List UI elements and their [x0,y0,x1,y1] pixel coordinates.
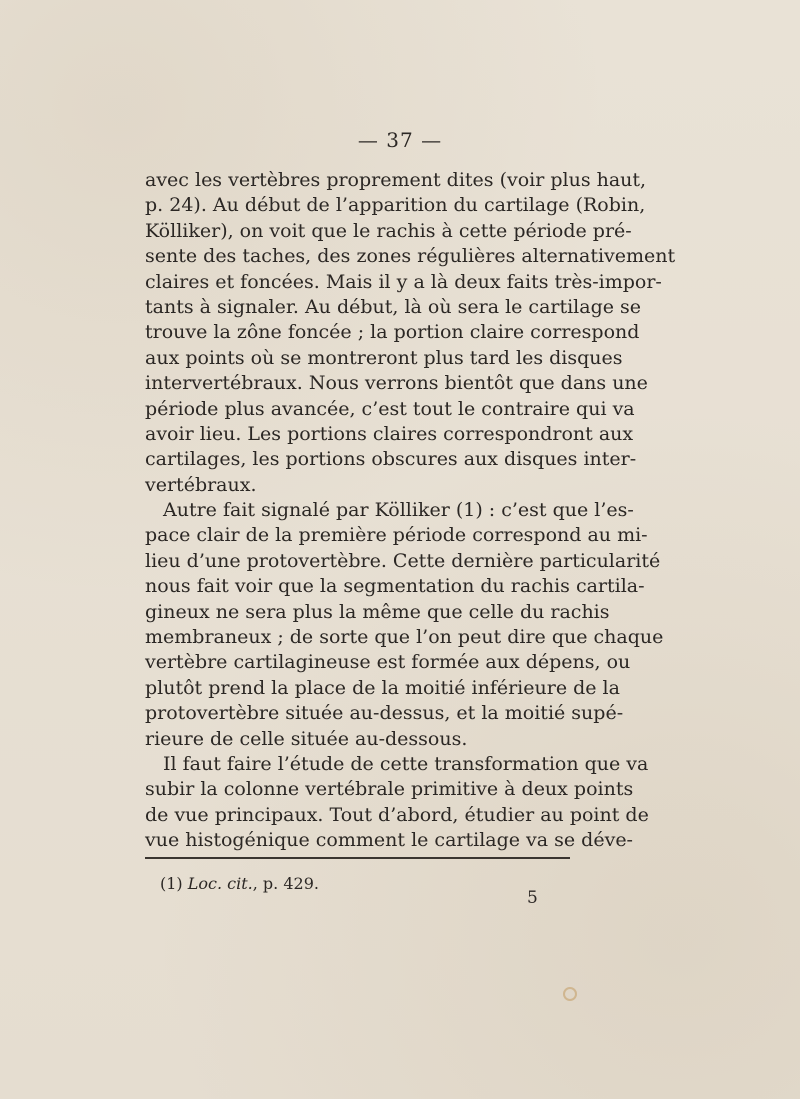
page-number: — 37 — [357,128,443,152]
text-line: cartilages, les portions obscures aux disques inter- [145,448,637,471]
text-line: p. 24). Au début de l’apparition du cartilage (Robin, [145,194,646,217]
text-line: pace clair de la première période correspond au mi- [145,524,648,547]
footnote-marker: (1) [160,874,183,893]
text-line: plutôt prend la place de la moitié inférieure de la [145,676,620,699]
text-line: nous fait voir que la segmentation du rachis cartila- [145,575,645,598]
text-line: gineux ne sera plus la même que celle du rachis [145,600,610,623]
signature-mark: 5 [527,888,538,908]
body-text [145,168,676,854]
text-line: intervertébraux. Nous verrons bientôt que dans une [145,372,648,395]
text-line: lieu d’une protovertèbre. Cette dernière particularité [145,549,661,572]
text-line: claires et foncées. Mais il y a là deux faits très-impor- [145,270,662,293]
text-line: rieure de celle située au-dessous. [145,727,468,750]
text-line: tants à signaler. Au début, là où sera le cartilage se [145,295,642,318]
text-line: avoir lieu. Les portions claires correspondront aux [145,422,634,445]
text-line: vertébraux. [145,473,257,496]
paper-stain [563,987,577,1001]
footnote-reference: Loc. cit. [187,874,253,893]
text-line: vue histogénique comment le cartilage va se déve- [145,829,633,852]
text-line: Kölliker), on voit que le rachis à cette période pré- [145,219,632,242]
text-line: sente des taches, des zones régulières alternativement [145,245,676,268]
text-line: Autre fait signalé par Kölliker (1) : c’est que l’es- [163,499,634,522]
text-line: protovertèbre située au-dessus, et la moitié supé- [145,702,624,725]
text-line: avec les vertèbres proprement dites (voir plus haut, [145,169,647,191]
text-line: subir la colonne vertébrale primitive à deux points [145,778,634,801]
footnote-page: , p. 429. [252,874,319,893]
text-line: période plus avancée, c’est tout le contraire qui va [145,397,635,420]
text-line: de vue principaux. Tout d’abord, étudier au point de [145,803,649,826]
text-line: aux points où se montreront plus tard les disques [145,346,623,369]
text-line: vertèbre cartilagineuse est formée aux dépens, ou [145,651,631,674]
footnote [160,874,319,893]
footnote-divider [145,857,570,859]
text-line: membraneux ; de sorte que l’on peut dire que chaque [145,626,664,649]
text-line: Il faut faire l’étude de cette transformation que va [163,752,649,775]
text-line: trouve la zône foncée ; la portion claire correspond [145,321,640,344]
